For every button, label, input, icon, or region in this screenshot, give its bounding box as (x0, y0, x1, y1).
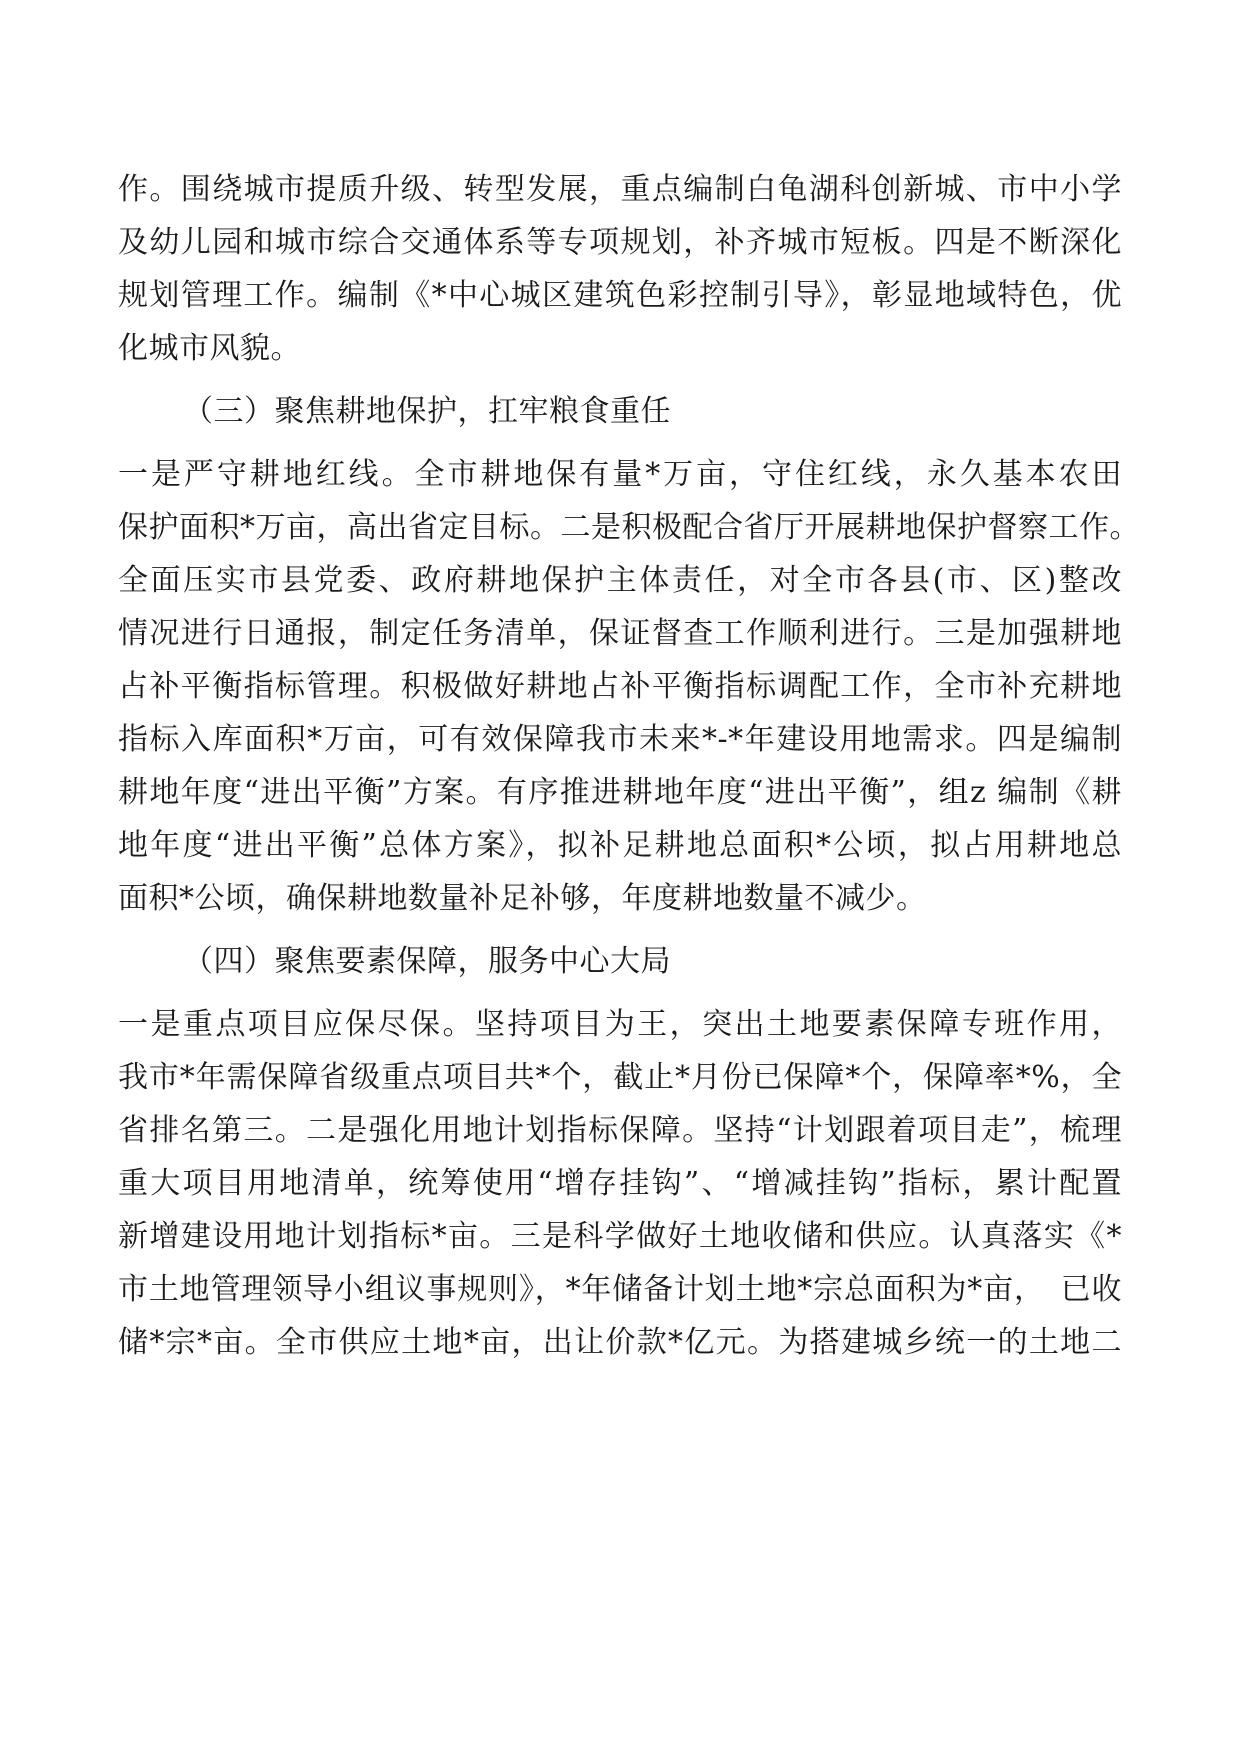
paragraph-line: 保护面积*万亩，高出省定目标。二是积极配合省厅开展耕地保护督察工作。 (118, 510, 1140, 545)
paragraph-line: 一是重点项目应保尽保。坚持项目为王，突出土地要素保障专班作用， (118, 1007, 1122, 1042)
paragraph-line: 化城市风貌。 (118, 331, 301, 366)
paragraph-line: 市土地管理领导小组议事规则》，*年储备计划土地*宗总面积为*亩， 已收 (118, 1272, 1122, 1307)
paragraph-line: 作。围绕城市提质升级、转型发展，重点编制白龟湖科创新城、市中小学 (118, 172, 1122, 207)
paragraph-line: 重大项目用地清单，统筹使用“增存挂钩”、“增减挂钩”指标，累计配置 (118, 1166, 1122, 1201)
paragraph-line: 一是严守耕地红线。全市耕地保有量*万亩，守住红线，永久基本农田 (118, 457, 1122, 492)
paragraph-line: 耕地年度“进出平衡”方案。有序推进耕地年度“进出平衡”，组z 编制《耕 (118, 775, 1122, 810)
paragraph-line: 全面压实市县党委、政府耕地保护主体责任，对全市各县(市、区)整改 (118, 563, 1122, 598)
section-heading: （四）聚焦要素保障，服务中心大局 (183, 944, 671, 979)
paragraph-line: 新增建设用地计划指标*亩。三是科学做好土地收储和供应。认真落实《* (118, 1219, 1122, 1254)
paragraph-line: 情况进行日通报，制定任务清单，保证督查工作顺利进行。三是加强耕地 (118, 616, 1122, 651)
paragraph-line: 地年度“进出平衡”总体方案》，拟补足耕地总面积*公顷，拟占用耕地总 (118, 828, 1122, 863)
paragraph-line: 占补平衡指标管理。积极做好耕地占补平衡指标调配工作，全市补充耕地 (118, 669, 1122, 704)
paragraph-line: 储*宗*亩。全市供应土地*亩，出让价款*亿元。为搭建城乡统一的土地二 (118, 1325, 1122, 1360)
paragraph-line: 省排名第三。二是强化用地计划指标保障。坚持“计划跟着项目走”，梳理 (118, 1113, 1122, 1148)
paragraph-line: 及幼儿园和城市综合交通体系等专项规划，补齐城市短板。四是不断深化 (118, 225, 1122, 260)
section-heading: （三）聚焦耕地保护，扛牢粮食重任 (183, 394, 671, 429)
paragraph-line: 面积*公顷，确保耕地数量补足补够，年度耕地数量不减少。 (118, 881, 927, 916)
paragraph-line: 我市*年需保障省级重点项目共*个，截止*月份已保障*个，保障率*%，全 (118, 1060, 1122, 1095)
paragraph-line: 指标入库面积*万亩，可有效保障我市未来*-*年建设用地需求。四是编制 (118, 722, 1122, 757)
paragraph-line: 规划管理工作。编制《*中心城区建筑色彩控制引导》，彰显地域特色，优 (118, 278, 1122, 313)
